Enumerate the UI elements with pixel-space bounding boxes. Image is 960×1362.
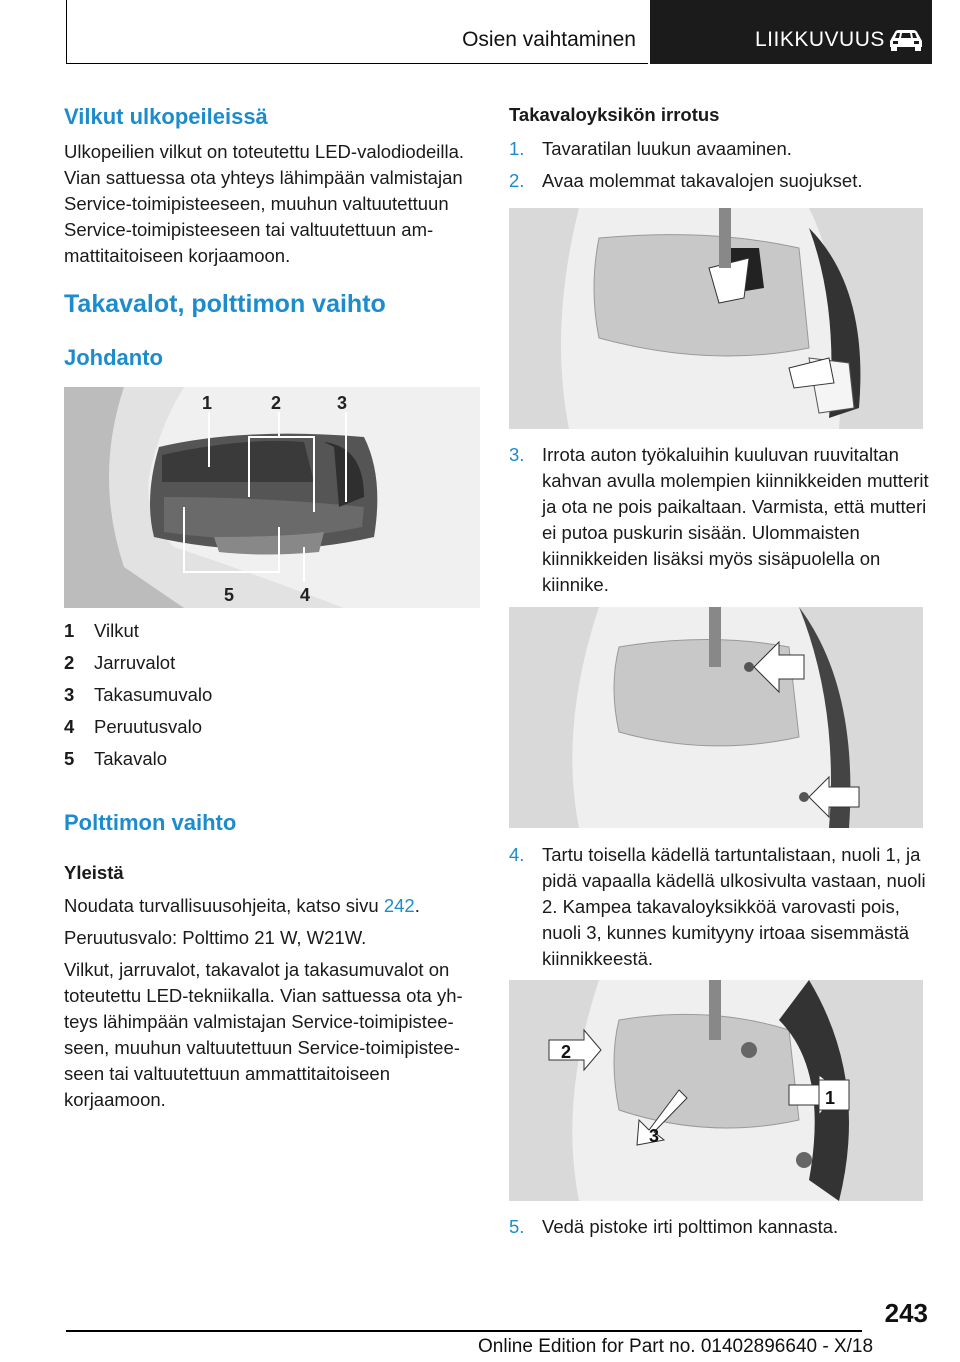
footer-divider (66, 1330, 862, 1332)
legend-label: Peruutusvalo (94, 716, 202, 737)
step-item (509, 136, 929, 162)
step-number: 4. (509, 844, 525, 865)
arrow-label-3: 3 (649, 1126, 660, 1146)
figure-legend (64, 620, 480, 780)
figure-label-2: 2 (271, 393, 282, 413)
legend-item (64, 652, 175, 678)
step-text: Tartu toisella kädellä tartuntalistaan, nuoli 1, ja pidä vapaalla kädellä ulkosivulta vastaan, nuoli 2. Kampea takavaloyksikköä varovasti pois, nuoli 3, kunnes kumityyny irtoaa sisemmästä kiinnikkeestä. (542, 844, 926, 969)
safety-text: Noudata turvallisuusohjeita, katso sivu (64, 895, 384, 916)
car-icon (886, 27, 926, 51)
figure-pry-unit (509, 980, 923, 1201)
legend-label: Jarruvalot (94, 652, 176, 673)
step-number: 5. (509, 1216, 525, 1237)
legend-label: Vilkut (94, 620, 139, 641)
footer-edition: Online Edition for Part no. 01402896640 - X/18 (478, 1336, 874, 1357)
subheading-general: Yleistä (64, 862, 124, 883)
legend-item (64, 684, 212, 710)
figure-label-3: 3 (337, 393, 348, 413)
step-text: Tavaratilan luukun avaaminen. (542, 138, 792, 159)
arrow-label-2: 2 (561, 1042, 572, 1062)
figure-label-1: 1 (202, 393, 213, 413)
legend-number: 2 (64, 652, 75, 673)
paragraph-reverse-light: Peruutusvalo: Polttimo 21 W, W21W. (64, 927, 367, 948)
step-text: Irrota auton työkaluihin kuuluvan ruuvitaltan kahvan avulla molempien kiinnikkeiden mutterit ja ota ne pois paikaltaan. Varmista, että mutteri ei putoa puskurin sisään. Ulommaisten kiinnikkeiden lisäksi myös sisäpuolella on kiinnike. (542, 444, 929, 595)
page-number: 243 (884, 1298, 928, 1328)
paragraph-safety (64, 893, 480, 919)
step-text: Avaa molemmat takavalojen suojukset. (542, 170, 863, 191)
step-item (509, 1214, 929, 1240)
pry-unit-illustration (509, 980, 923, 1201)
heading-mirror-indicators: Vilkut ulkopeileissä (64, 104, 268, 129)
subheading-removal: Takavaloyksikön irrotus (509, 104, 720, 125)
tail-light-illustration (64, 387, 480, 608)
legend-item (64, 716, 202, 742)
chapter-title: LIIKKUVUUS (755, 28, 885, 51)
paragraph-led: Vilkut, jarruvalot, takavalot ja takasumuvalot on toteutettu LED-tekniikalla. Vian sattuessa ota yhteys lähimpään valmistajan Service-toimipisteeseen, muuhun valtuutettuun Service-toimipisteeseen tai valtuutettuun ammattitaitoiseen korjaamoon. (64, 959, 463, 1110)
figure-label-4: 4 (300, 585, 311, 605)
legend-label: Takasumuvalo (94, 684, 213, 705)
step-item (509, 842, 929, 972)
figure-open-covers (509, 208, 923, 429)
step-text: Vedä pistoke irti polttimon kannasta. (542, 1216, 839, 1237)
legend-number: 3 (64, 684, 75, 705)
legend-label: Takavalo (94, 748, 168, 769)
figure-tail-light-overview (64, 387, 480, 608)
step-item (509, 442, 929, 598)
remove-nuts-illustration (509, 607, 923, 828)
legend-number: 5 (64, 748, 75, 769)
header-section-frame (66, 0, 648, 64)
step-number: 2. (509, 170, 525, 191)
safety-text-end: . (414, 895, 420, 916)
legend-item (64, 620, 139, 646)
open-covers-illustration (509, 208, 923, 429)
heading-bulb-replacement: Polttimon vaihto (64, 810, 237, 835)
legend-item (64, 748, 167, 774)
heading-introduction: Johdanto (64, 345, 163, 370)
step-number: 1. (509, 138, 525, 159)
step-number: 3. (509, 444, 525, 465)
figure-label-5: 5 (224, 585, 235, 605)
step-item (509, 168, 929, 194)
legend-number: 4 (64, 716, 75, 737)
figure-remove-nuts (509, 607, 923, 828)
paragraph-mirror-indicators: Ulkopeilien vilkut on toteutettu LED-valodiodeilla. Vian sattuessa ota yhteys lähimpään valmistajan Service-toimipisteeseen, muuhun valtuutettuun Service-toimipisteeseen tai valtuutettuun ammattitaitoiseen korjaamoon. (64, 141, 465, 266)
section-title: Osien vaihtaminen (462, 28, 636, 51)
page-link[interactable]: 242 (383, 895, 415, 916)
heading-tail-lights: Takavalot, polttimon vaihto (64, 290, 386, 318)
legend-number: 1 (64, 620, 75, 641)
arrow-label-1: 1 (825, 1088, 836, 1108)
chapter-tab[interactable] (650, 0, 932, 64)
